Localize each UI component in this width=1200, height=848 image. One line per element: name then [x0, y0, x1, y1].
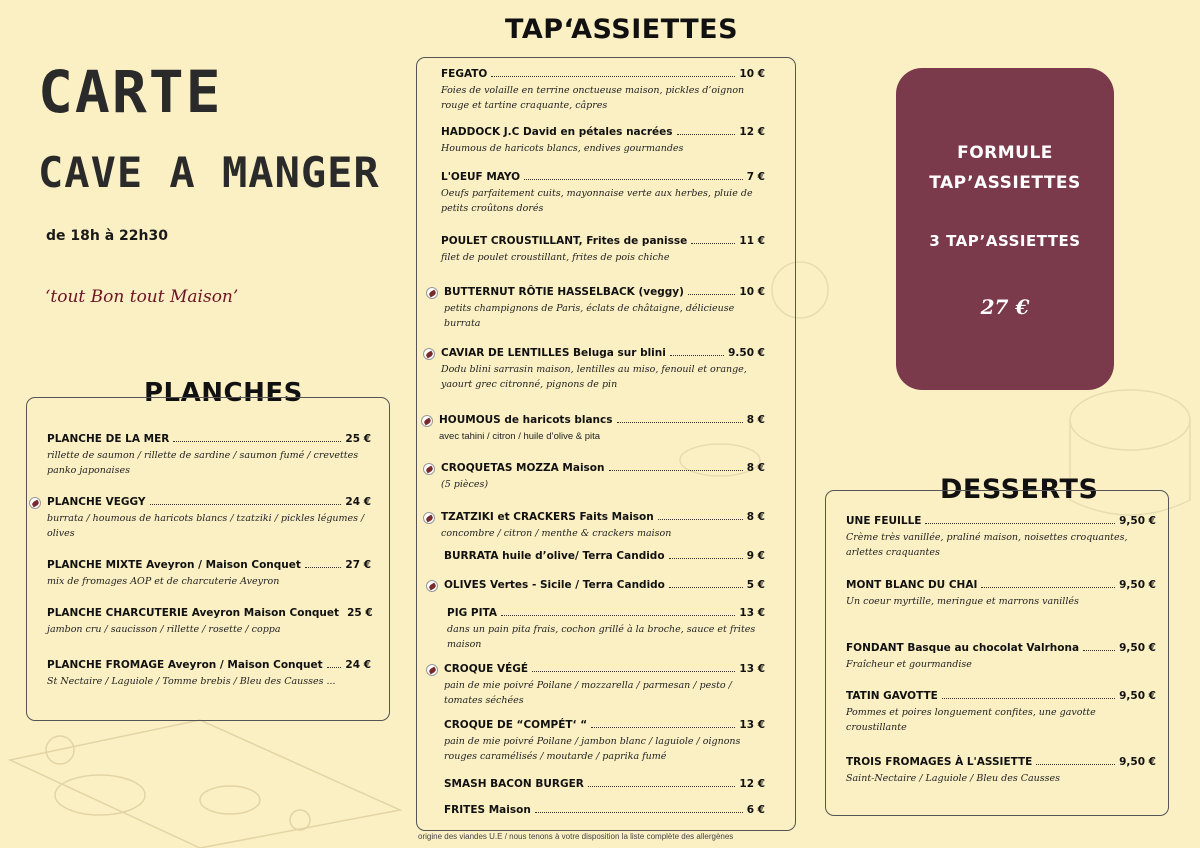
- item-price: 13 €: [739, 607, 765, 619]
- tapassiette-item: [444, 663, 765, 708]
- item-name: HOUMOUS de haricots blancs: [439, 414, 613, 426]
- formule-card: [896, 68, 1114, 390]
- planche-item: [47, 496, 371, 541]
- planches-box: [26, 397, 390, 721]
- item-description: pain de mie poivré Poilane / jambon blanc / laguiole / oignons rouges caramélisés / moutarde / paprika fumé: [444, 736, 741, 762]
- tapassiette-item: [441, 171, 765, 216]
- item-description: mix de fromages AOP et de charcuterie Aveyron: [47, 576, 280, 587]
- allergen-note: origine des viandes U.E / nous tenons à votre disposition la liste complète des allergènes: [418, 832, 734, 841]
- tapassiette-item: [444, 719, 765, 764]
- planche-item: [47, 433, 371, 478]
- item-name: CAVIAR DE LENTILLES Beluga sur blini: [441, 347, 666, 359]
- item-name: HADDOCK J.C David en pétales nacrées: [441, 126, 673, 138]
- item-description: pain de mie poivré Poilane / mozzarella / parmesan / pesto / tomates séchées: [444, 680, 732, 706]
- item-name: TROIS FROMAGES À L'ASSIETTE: [846, 756, 1033, 768]
- item-description: Houmous de haricots blancs, endives gourmandes: [441, 143, 684, 154]
- item-description: Saint-Nectaire / Laguiole / Bleu des Causses: [846, 773, 1061, 784]
- item-name: PLANCHE DE LA MER: [47, 433, 170, 445]
- opening-hours: de 18h à 22h30: [46, 228, 168, 244]
- veggy-leaf-icon: [426, 287, 438, 299]
- tagline: ‘tout Bon tout Maison’: [45, 287, 239, 307]
- item-price: 8 €: [746, 414, 765, 426]
- formule-title-line1: FORMULE: [957, 143, 1053, 163]
- item-name: BUTTERNUT RÔTIE HASSELBACK (veggy): [444, 286, 684, 298]
- item-name: FONDANT Basque au chocolat Valrhona: [846, 642, 1080, 654]
- item-name: BURRATA huile d’olive/ Terra Candido: [444, 550, 665, 562]
- desserts-title: DESSERTS: [940, 474, 1099, 505]
- item-description: Crème très vanillée, praliné maison, noisettes croquantes, arlettes craquantes: [846, 532, 1128, 558]
- item-description: St Nectaire / Laguiole / Tomme brebis / Bleu des Causses ...: [47, 676, 336, 687]
- tapassiette-item: [441, 235, 765, 265]
- desserts-box: [825, 490, 1169, 816]
- formule-title: [896, 138, 1114, 198]
- dessert-item: [846, 756, 1156, 786]
- item-price: 9,50 €: [1119, 515, 1156, 527]
- item-name: CROQUETAS MOZZA Maison: [441, 462, 605, 474]
- tapassiette-item: [441, 68, 765, 113]
- item-name: OLIVES Vertes - Sicile / Terra Candido: [444, 579, 665, 591]
- item-name: PLANCHE MIXTE Aveyron / Maison Conquet: [47, 559, 301, 571]
- formule-count: 3 TAP’ASSIETTES: [929, 232, 1081, 250]
- formule-title-line2: TAP’ASSIETTES: [929, 173, 1081, 193]
- item-price: 24 €: [345, 659, 371, 671]
- item-description: Dodu blini sarrasin maison, lentilles au miso, fenouil et orange, yaourt grec citronné, pignons de pin: [441, 364, 747, 390]
- item-description: Un coeur myrtille, meringue et marrons vanillés: [846, 596, 1079, 607]
- desserts-list: [846, 515, 1156, 815]
- background-sketch-left: [0, 700, 420, 848]
- dessert-item: [846, 579, 1156, 609]
- item-price: 11 €: [739, 235, 765, 247]
- tapassiette-item: [444, 778, 765, 790]
- tapassiette-item: [444, 286, 765, 331]
- item-price: 10 €: [739, 68, 765, 80]
- formule-price: 27 €: [980, 295, 1030, 319]
- item-price: 5 €: [746, 579, 765, 591]
- title-carte: CARTE: [38, 58, 223, 126]
- tapassiette-item: [447, 607, 765, 652]
- planches-list: [47, 433, 371, 720]
- dessert-item: [846, 690, 1156, 735]
- item-name: POULET CROUSTILLANT, Frites de panisse: [441, 235, 688, 247]
- item-price: 9,50 €: [1119, 579, 1156, 591]
- item-price: 10 €: [739, 286, 765, 298]
- item-name: SMASH BACON BURGER: [444, 778, 584, 790]
- tapassiette-item: [439, 414, 765, 444]
- planche-item: [47, 559, 371, 589]
- item-description: Oeufs parfaitement cuits, mayonnaise verte aux herbes, pluie de petits croûtons dorés: [441, 188, 753, 214]
- dessert-item: [846, 515, 1156, 560]
- dessert-item: [846, 642, 1156, 672]
- item-price: 7 €: [746, 171, 765, 183]
- tapassiettes-title: TAP‘ASSIETTES: [505, 14, 739, 45]
- item-name: CROQUE DE “COMPÉT‘ “: [444, 719, 588, 731]
- tapassiette-item: [444, 579, 765, 591]
- item-price: 13 €: [739, 663, 765, 675]
- item-name: UNE FEUILLE: [846, 515, 922, 527]
- tapassiettes-list: [441, 68, 765, 830]
- planches-title: PLANCHES: [144, 378, 303, 408]
- item-price: 25 €: [347, 607, 373, 619]
- item-price: 12 €: [739, 126, 765, 138]
- item-description: jambon cru / saucisson / rillette / rosette / coppa: [47, 624, 281, 635]
- item-description: petits champignons de Paris, éclats de châtaigne, délicieuse burrata: [444, 303, 735, 329]
- item-name: TZATZIKI et CRACKERS Faits Maison: [441, 511, 654, 523]
- item-price: 12 €: [739, 778, 765, 790]
- tapassiette-item: [441, 347, 765, 392]
- item-name: CROQUE VÉGÉ: [444, 663, 529, 675]
- item-description: concombre / citron / menthe & crackers maison: [441, 528, 672, 539]
- item-name: PLANCHE FROMAGE Aveyron / Maison Conquet: [47, 659, 323, 671]
- veggy-leaf-icon: [421, 415, 433, 427]
- item-price: 25 €: [345, 433, 371, 445]
- item-description: Foies de volaille en terrine onctueuse maison, pickles d’oignon rouge et tartine craquante, câpres: [441, 85, 745, 111]
- item-description: (5 pièces): [441, 479, 489, 490]
- item-price: 9.50 €: [728, 347, 765, 359]
- item-name: FEGATO: [441, 68, 488, 80]
- tapassiette-item: [441, 511, 765, 541]
- planche-item: [47, 659, 371, 689]
- item-description: Pommes et poires longuement confites, une gavotte croustillante: [846, 707, 1096, 733]
- veggy-leaf-icon: [426, 580, 438, 592]
- title-cave-a-manger: CAVE A MANGER: [38, 148, 380, 197]
- item-price: 6 €: [746, 804, 765, 816]
- item-description: avec tahini / citron / huile d’olive & pita: [439, 431, 601, 442]
- item-description: rillette de saumon / rillette de sardine / saumon fumé / crevettes panko japonaises: [47, 450, 359, 476]
- tapassiette-item: [444, 804, 765, 816]
- item-price: 9 €: [746, 550, 765, 562]
- veggy-leaf-icon: [423, 512, 435, 524]
- veggy-leaf-icon: [426, 664, 438, 676]
- item-name: PIG PITA: [447, 607, 497, 619]
- tapassiettes-box: [416, 57, 796, 831]
- item-name: PLANCHE CHARCUTERIE Aveyron Maison Conquet: [47, 607, 340, 619]
- item-name: TATIN GAVOTTE: [846, 690, 938, 702]
- item-description: dans un pain pita frais, cochon grillé à la broche, sauce et frites maison: [447, 624, 756, 650]
- item-name: MONT BLANC DU CHAI: [846, 579, 978, 591]
- item-price: 9,50 €: [1119, 756, 1156, 768]
- item-price: 13 €: [739, 719, 765, 731]
- veggy-leaf-icon: [423, 463, 435, 475]
- item-price: 8 €: [746, 462, 765, 474]
- item-price: 8 €: [746, 511, 765, 523]
- item-name: FRITES Maison: [444, 804, 531, 816]
- tapassiette-item: [441, 462, 765, 492]
- item-description: burrata / houmous de haricots blancs / tzatziki / pickles légumes / olives: [47, 513, 365, 539]
- veggy-leaf-icon: [423, 348, 435, 360]
- tapassiette-item: [444, 550, 765, 562]
- tapassiette-item: [441, 126, 765, 156]
- item-price: 9,50 €: [1119, 642, 1156, 654]
- item-name: L'OEUF MAYO: [441, 171, 521, 183]
- item-description: Fraîcheur et gourmandise: [846, 659, 972, 670]
- item-name: PLANCHE VEGGY: [47, 496, 146, 508]
- item-price: 9,50 €: [1119, 690, 1156, 702]
- planche-item: [47, 607, 371, 637]
- item-price: 24 €: [345, 496, 371, 508]
- veggy-leaf-icon: [29, 497, 41, 509]
- item-description: filet de poulet croustillant, frites de pois chiche: [441, 252, 670, 263]
- item-price: 27 €: [345, 559, 371, 571]
